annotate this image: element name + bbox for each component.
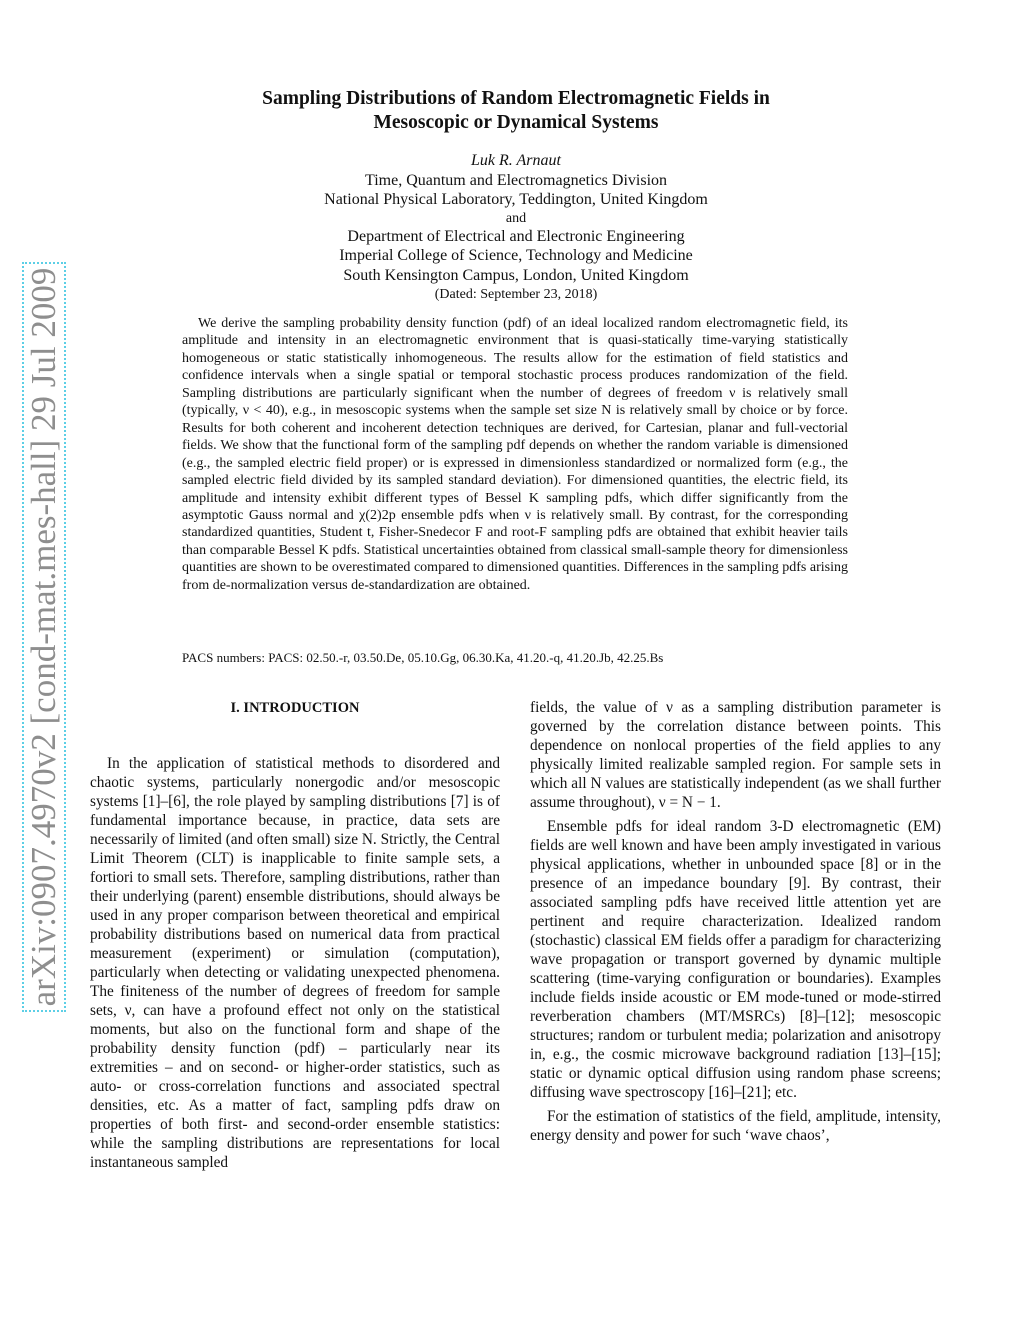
affiliation-line: Imperial College of Science, Technology and Medicine — [339, 247, 693, 264]
section-heading-introduction: I. INTRODUCTION — [230, 700, 360, 716]
affiliation-line: Department of Electrical and Electronic Engineering — [347, 228, 685, 245]
author-name: Luk R. Arnaut — [471, 152, 561, 169]
affiliation-line: Time, Quantum and Electromagnetics Division — [364, 172, 668, 189]
paragraph: In the application of statistical methods to disordered and chaotic systems, particularly nonergodic and/or mesoscopic systems [1]–[6], the role played by sampling distributions [7] is of fundamental importance because, in practice, data sets are necessarily of limited (and often small) size N. Strictly, the Central Limit Theorem (CLT) is inapplicable to finite sample sets, a fortiori to small sets. Therefore, sampling distributions, rather than their underlying (parent) ensemble distributions, should always be used in any proper comparison between theoretical and empirical probability distributions based on numerical data from practical measurement (experiment) or simulation (computation), particularly when detecting or validating unexpected phenomena. The finiteness of the number of degrees of freedom for sample sets, ν, can have a profound effect not only on the statistical moments, but also on the functional form and shape of the probability density function (pdf) – particularly near its extremities – and on second- or higher-order statistics, such as auto- or cross-correlation functions and associated spectral densities, etc. As a matter of fact, sampling pdfs draw on properties of both first- and second-order ensemble statistics: while the sampling distributions are representations for local instantaneous sampled — [90, 755, 500, 1171]
right-column — [530, 698, 941, 1145]
paragraph: fields, the value of ν as a sampling distribution parameter is governed by the correlation distance between points. This dependence on nonlocal properties of the field applies to any physically limited realizable sampled region. For sample sets in which all N values are statistically independent (as we shall further assume throughout), ν = N − 1. — [530, 699, 941, 811]
date-line: (Dated: September 23, 2018) — [434, 287, 598, 302]
title-line-2: Mesoscopic or Dynamical Systems — [373, 112, 659, 133]
paragraph: Ensemble pdfs for ideal random 3-D electromagnetic (EM) fields are well known and have been amply investigated in various physical applications, whether in unbounded space [8] or in the presence of an impedance boundary [9]. By contrast, their associated sampling pdfs have received little attention yet are pertinent and require characterization. Idealized random (stochastic) classical EM fields offer a paradigm for characterizing wave propagation or transport governed by dynamic multiple scattering (time-varying configuration or boundaries). Examples include fields inside acoustic or EM mode-tuned or mode-stirred reverberation chambers (MT/MSRCs) [8]–[12]; mesoscopic structures; random or turbulent media; polarization and anisotropy in, e.g., the cosmic microwave background radiation [13]–[15]; static or dynamic optical diffusion using random phase screens; diffusing wave spectroscopy [16]–[21]; etc. — [530, 818, 941, 1101]
affiliation-line: National Physical Laboratory, Teddington, United Kingdom — [324, 191, 708, 208]
pacs-numbers: PACS numbers: PACS: 02.50.-r, 03.50.De, 05.10.Gg, 06.30.Ka, 41.20.-q, 41.20.Jb, 42.25.Bs — [182, 650, 664, 665]
paper-title — [150, 87, 882, 135]
paragraph: For the estimation of statistics of the field, amplitude, intensity, energy density and power for such ‘wave chaos’, — [530, 1108, 941, 1144]
affiliation-conjunction: and — [505, 211, 527, 226]
abstract: We derive the sampling probability density function (pdf) of an ideal localized random electromagnetic field, its amplitude and intensity in an electromagnetic environment that is quasi-statically time-varying statistically homogeneous or static statistically inhomogeneous. The results allow for the estimation of field statistics and confidence intervals when a single spatial or temporal stochastic process produces randomization of the field. Sampling distributions are particularly significant when the number of degrees of freedom ν is relatively small (typically, ν < 40), e.g., in mesoscopic systems when the sample set size N is relatively small by choice or by force. Results for both coherent and incoherent detection techniques are derived, for Cartesian, planar and full-vectorial fields. We show that the functional form of the sampling pdf depends on whether the random variable is dimensioned (e.g., the sampled electric field proper) or is expressed in dimensionless standardized or normalized form (e.g., the sampled electric field divided by its sampled standard deviation). For dimensioned quantities, the electric field, its amplitude and intensity exhibit different types of Bessel K sampling pdfs, which differ significantly from the asymptotic Gauss normal and χ(2)2p ensemble pdfs when ν is relatively small. By contrast, for the corresponding standardized quantities, Student t, Fisher-Snedecor F and root-F sampling pdfs are obtained that exhibit heavier tails than comparable Bessel K pdfs. Statistical uncertainties obtained from classical small-sample theory for dimensionless quantities are shown to be overestimated compared to dimensioned quantities. Differences in the sampling pdfs arising from de-normalization versus de-standardization are obtained. — [182, 316, 848, 593]
left-column — [90, 754, 500, 1172]
affiliation-line: South Kensington Campus, London, United Kingdom — [343, 267, 689, 284]
title-line-1: Sampling Distributions of Random Electromagnetic Fields in — [262, 88, 770, 109]
arxiv-identifier[interactable]: arXiv:0907.4970v2 [cond-mat.mes-hall] 29 Jul 2009 — [24, 267, 63, 1007]
